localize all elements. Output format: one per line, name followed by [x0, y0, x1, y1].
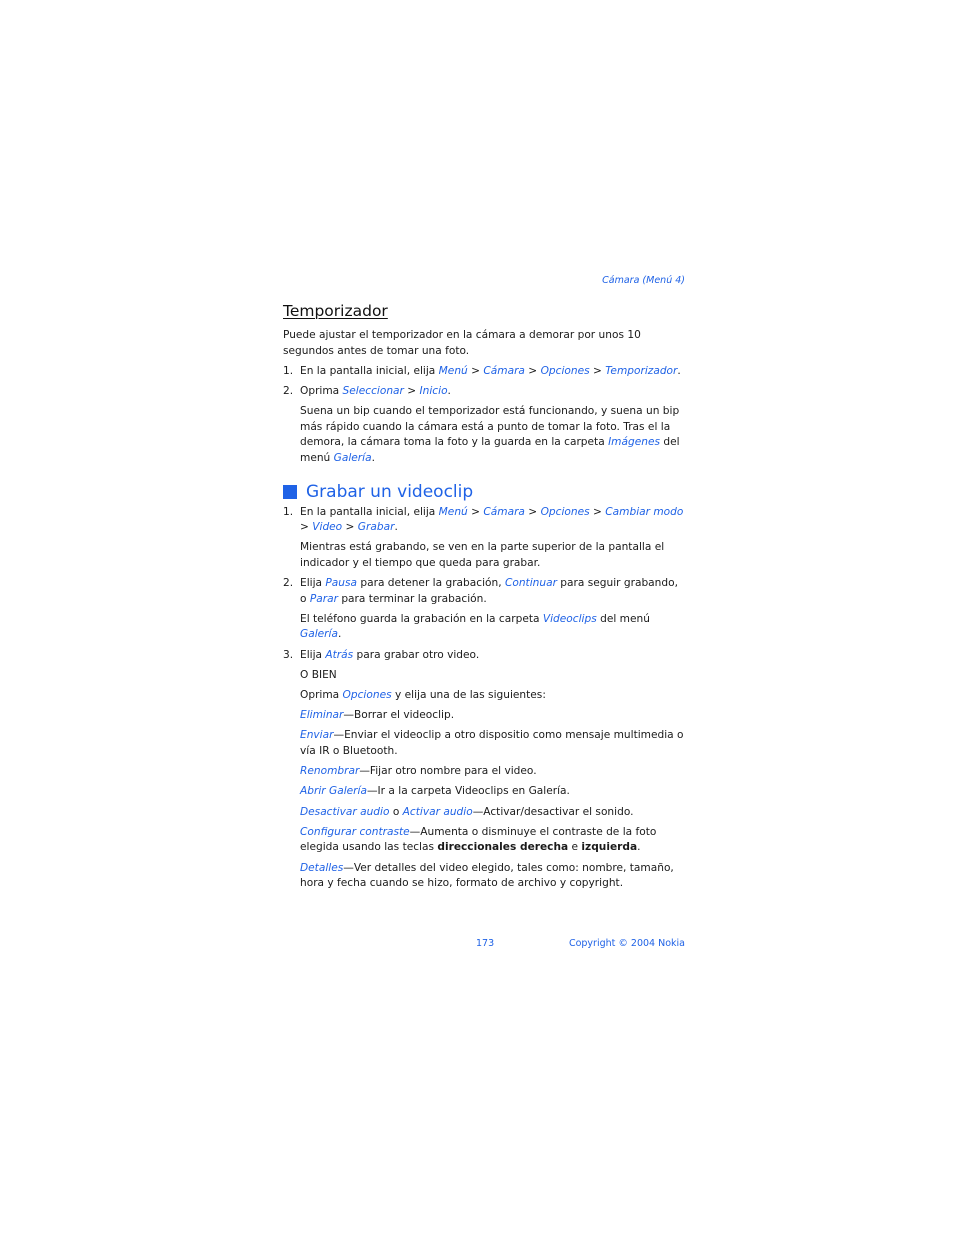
step-text: para detener la grabación,	[357, 577, 505, 590]
separator: >	[589, 364, 606, 377]
step-number: 1.	[283, 364, 294, 377]
parar-link[interactable]: Parar	[309, 592, 338, 605]
step-number: 1.	[283, 505, 294, 518]
option-description: —Aumenta o disminuye el contraste de la foto elegida usando las teclas	[300, 825, 657, 854]
option-description: —Activar/desactivar el sonido.	[472, 805, 634, 818]
key-name-left: izquierda	[581, 841, 638, 854]
videoclips-link[interactable]: Videoclips	[542, 612, 597, 625]
grabar-note-1: Mientras está grabando, se ven en la parte superior de la pantalla el indicador y el tiempo que queda para grabar.	[300, 541, 665, 569]
option-eliminar	[283, 708, 687, 724]
page-content	[283, 301, 687, 896]
option-enviar	[283, 728, 687, 759]
temporizador-note	[283, 404, 687, 466]
section-title-grabar	[283, 481, 687, 503]
option-description: —Ir a la carpeta Videoclips en Galería.	[366, 785, 570, 798]
step-text: En la pantalla inicial, elija	[300, 364, 439, 377]
enviar-link[interactable]: Enviar	[300, 729, 334, 742]
separator: >	[524, 505, 541, 518]
seleccionar-link[interactable]: Seleccionar	[342, 384, 404, 397]
option-description: —Fijar otro nombre para el video.	[359, 765, 537, 778]
detalles-link[interactable]: Detalles	[300, 861, 344, 874]
activar-audio-link[interactable]: Activar audio	[402, 805, 473, 818]
temporizador-intro: Puede ajustar el temporizador en la cámara a demorar por unos 10 segundos antes de tomar una foto.	[283, 329, 641, 357]
period: .	[337, 628, 342, 641]
temporizador-step-2	[283, 384, 687, 400]
oprima-text: Oprima	[300, 689, 343, 702]
cambiar-modo-link[interactable]: Cambiar modo	[605, 505, 684, 518]
period: .	[447, 384, 451, 397]
grabar-step-2	[283, 576, 687, 607]
opciones-link[interactable]: Opciones	[342, 689, 392, 702]
atras-link[interactable]: Atrás	[325, 648, 354, 661]
grabar-note-2	[283, 612, 687, 643]
oprima-text: y elija una de las siguientes:	[391, 689, 546, 702]
step-text: Elija	[300, 648, 326, 661]
temporizador-step-1	[283, 364, 687, 380]
camara-link[interactable]: Cámara	[483, 364, 525, 377]
abrir-galeria-link[interactable]: Abrir Galería	[300, 785, 367, 798]
section-title-temporizador: Temporizador	[283, 302, 388, 320]
option-description: —Ver detalles del video elegido, tales como: nombre, tamaño, hora y fecha cuando se hizo, formato de archivo y copyright.	[300, 861, 674, 890]
pausa-link[interactable]: Pausa	[325, 577, 357, 590]
note-mid: del menú	[300, 436, 680, 464]
step-number: 2.	[283, 384, 294, 397]
page-number: 173	[476, 938, 495, 949]
step-number: 2.	[283, 577, 294, 590]
camara-link[interactable]: Cámara	[483, 505, 525, 518]
option-detalles	[283, 861, 687, 892]
galeria-link[interactable]: Galería	[333, 451, 372, 464]
copyright: Copyright © 2004 Nokia	[568, 938, 685, 949]
video-link[interactable]: Video	[312, 521, 343, 534]
renombrar-link[interactable]: Renombrar	[300, 765, 360, 778]
period: .	[394, 521, 398, 534]
period: .	[371, 451, 375, 464]
step-text: Elija	[300, 577, 326, 590]
configurar-contraste-link[interactable]: Configurar contraste	[300, 825, 410, 838]
opciones-link[interactable]: Opciones	[540, 364, 590, 377]
option-abrir-galeria	[283, 784, 687, 800]
separator: >	[524, 364, 541, 377]
key-name-right: direccionales derecha	[437, 841, 569, 854]
running-header: Cámara (Menú 4)	[602, 275, 685, 286]
temporizador-link[interactable]: Temporizador	[605, 364, 678, 377]
desactivar-audio-link[interactable]: Desactivar audio	[300, 805, 390, 818]
galeria-link[interactable]: Galería	[300, 628, 338, 641]
grabar-step-1	[283, 505, 687, 536]
section-title-text: Grabar un videoclip	[306, 481, 474, 502]
note-text: Suena un bip cuando el temporizador está funcionando, y suena un bip más rápido cuando la cámara está a punto de tomar la foto. Tras el la demora, la cámara toma la foto y la guarda en la carpeta	[300, 405, 680, 449]
inicio-link[interactable]: Inicio	[419, 384, 448, 397]
step-number: 3.	[283, 648, 294, 661]
step-text: para seguir grabando, o	[300, 577, 678, 605]
period: .	[677, 364, 681, 377]
menu-link[interactable]: Menú	[438, 505, 468, 518]
note-mid: del menú	[596, 612, 650, 625]
option-contraste	[283, 825, 687, 856]
opciones-link[interactable]: Opciones	[540, 505, 590, 518]
grabar-link[interactable]: Grabar	[357, 521, 395, 534]
grabar-step-3	[283, 648, 687, 664]
separator: >	[467, 364, 484, 377]
option-or: o	[389, 805, 403, 818]
option-audio	[283, 805, 687, 821]
step-text: para terminar la grabación.	[337, 592, 487, 605]
imagenes-link[interactable]: Imágenes	[608, 436, 660, 449]
section-square-icon	[283, 485, 297, 499]
note-text: El teléfono guarda la grabación en la carpeta	[300, 612, 543, 625]
option-description: —Borrar el videoclip.	[343, 709, 455, 722]
separator: >	[589, 505, 606, 518]
step-text: Oprima	[300, 384, 343, 397]
step-text: En la pantalla inicial, elija	[300, 505, 439, 518]
menu-link[interactable]: Menú	[438, 364, 468, 377]
continuar-link[interactable]: Continuar	[504, 577, 557, 590]
separator: >	[467, 505, 484, 518]
oprima-opciones	[283, 688, 687, 704]
option-renombrar	[283, 764, 687, 780]
option-and: e	[568, 841, 582, 854]
step-text: para grabar otro video.	[353, 648, 480, 661]
separator: >	[403, 384, 420, 397]
eliminar-link[interactable]: Eliminar	[300, 709, 344, 722]
o-bien: O BIEN	[300, 668, 337, 681]
separator: >	[342, 521, 358, 534]
period: .	[637, 841, 641, 854]
separator: >	[300, 521, 313, 534]
option-description: —Enviar el videoclip a otro dispositio como mensaje multimedia o vía IR o Bluetooth.	[300, 729, 684, 757]
